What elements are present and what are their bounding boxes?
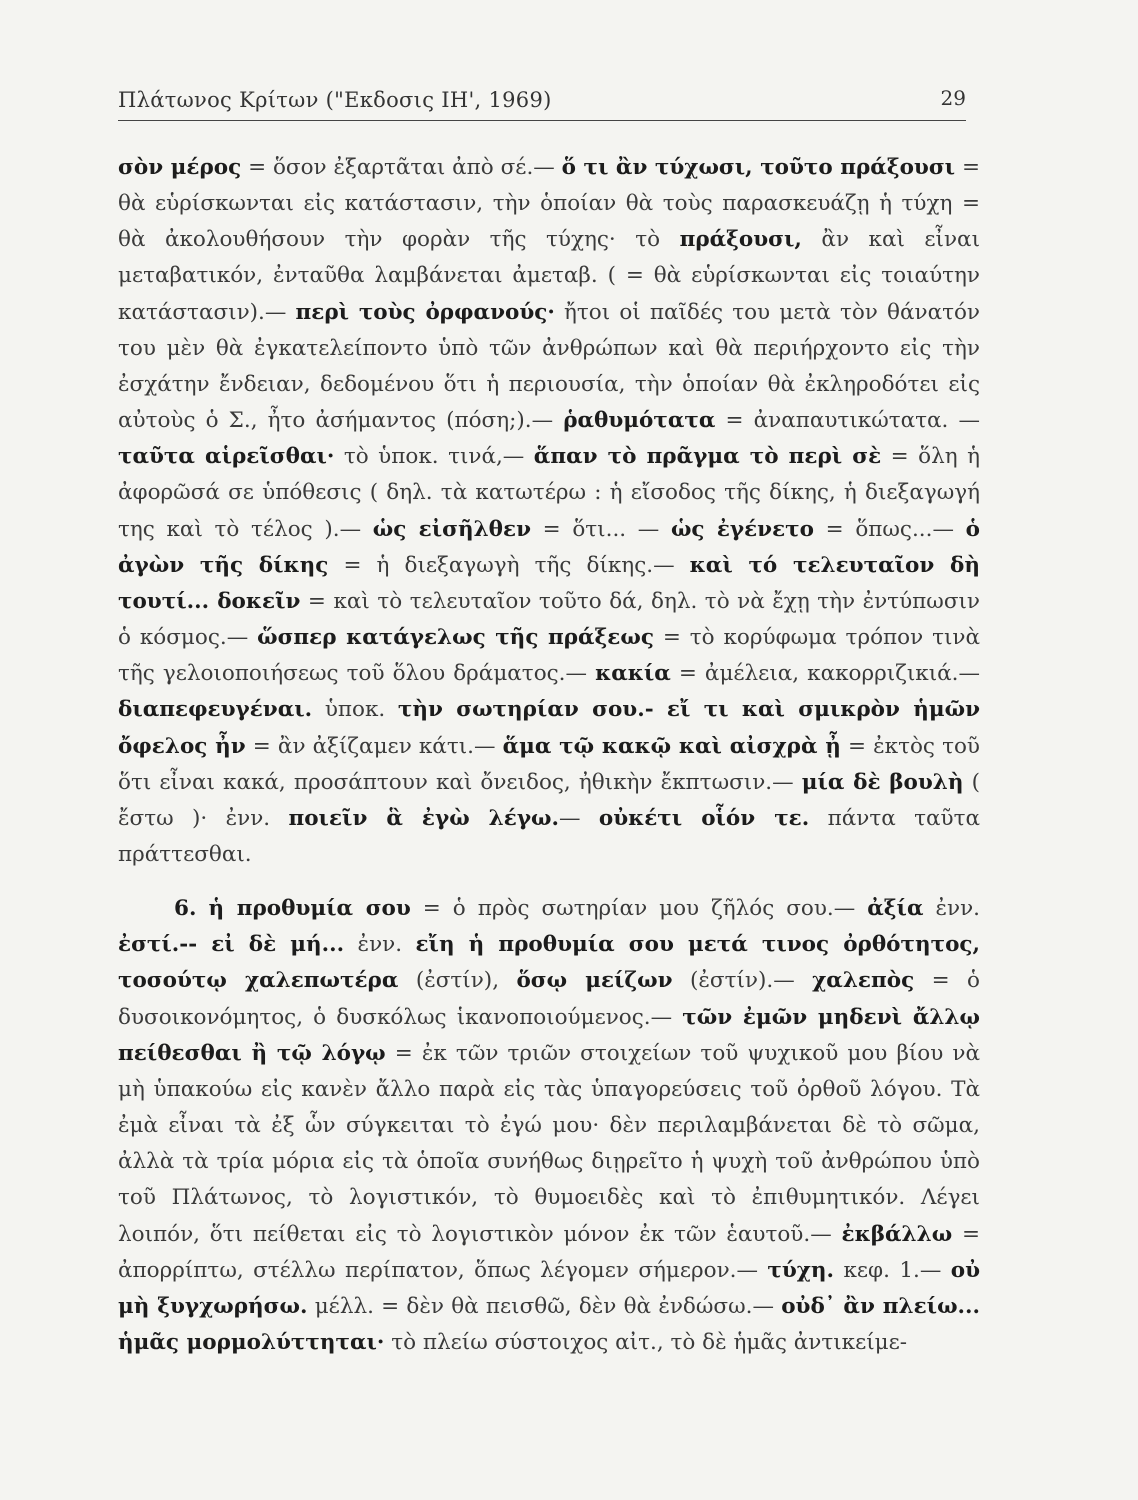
page-header — [118, 80, 966, 121]
lemma-bold: οὐ μὴ ξυγχωρήσω. — [118, 1257, 981, 1319]
lemma-bold: σὸν μέρος — [118, 155, 242, 180]
lemma-bold: ἅπαν τὸ πρᾶγμα τὸ περὶ σὲ — [533, 444, 882, 470]
gloss-text — [196, 896, 208, 921]
gloss-text: = ὁ δυσοικονόμητος, ὁ δυσκόλως ἱκανοποιούμενος.— — [118, 968, 980, 1030]
gloss-text: = ὅσον ἐξαρτᾶται ἀπὸ σέ.— — [241, 155, 562, 180]
lemma-bold: ποιεῖν ἃ ἐγὼ λέγω. — [288, 805, 559, 831]
gloss-text: κεφ. 1.— — [834, 1257, 951, 1283]
gloss-text: ἂν καὶ εἶναι μεταβατικόν, ἐνταῦθα λαμβάνεται ἀμεταβ. ( = θὰ εὑρίσκωνται εἰς τοιαύτην κατάστασιν).— — [118, 227, 980, 325]
running-head: Πλάτωνος Κρίτων ("Εκδοσις ΙΗ', 1969) — [118, 88, 552, 112]
lemma-bold: τὴν σωτηρίαν σου.- εἴ τι καὶ σμικρὸν ἡμῶν ὄφελος ἦν — [118, 697, 980, 759]
gloss-text: = ἐκ τῶν τριῶν στοιχείων τοῦ ψυχικοῦ μου βίου νὰ μὴ ὑπακούω εἰς κανὲν ἄλλο παρὰ εἰς τὰς ὑπαγορεύσεις τοῦ ὀρθοῦ λόγου. Τὰ ἐμὰ εἶναι τὰ ἐξ ὧν σύγκειται τὸ ἐγώ μου· δὲν περιλαμβάνεται δὲ τὸ σῶμα, ἀλλὰ τὰ τρία μόρια εἰς τὰ ὁποῖα συνήθως διῃρεῖτο ἡ ψυχὴ τοῦ ἀνθρώπου ὑπὸ τοῦ Πλάτωνος, τὸ λογιστικόν, τὸ θυμοειδὲς καὶ τὸ ἐπιθυμητικόν. Λέγει λοιπόν, ὅτι πείθεται εἰς τὸ λογιστικὸν μόνον ἐκ τῶν ἑαυτοῦ.— — [118, 1040, 980, 1247]
gloss-text: = ἀπορρίπτω, στέλλω περίπατον, ὅπως λέγομεν σήμερον.— — [118, 1221, 980, 1283]
gloss-text: (ἐστίν).— — [672, 968, 813, 994]
lemma-bold: ταῦτα αἱρεῖσθαι· — [118, 444, 335, 470]
gloss-text: ἐνν. — [923, 896, 981, 922]
gloss-text: τὸ ὑποκ. τινά,— — [334, 444, 534, 470]
lemma-bold: εἴη ἡ προθυμία σου μετά τινος ὀρθότητος, τοσούτῳ χαλεπωτέρα — [118, 932, 980, 994]
lemma-bold: ὥσπερ κατάγελως τῆς πράξεως — [257, 625, 654, 651]
lemma-bold: οὐκέτι οἷόν τε. — [598, 805, 810, 831]
lemma-bold: οὐδ᾽ ἂν πλείω... ἡμᾶς μορμολύττηται· — [118, 1293, 980, 1355]
lemma-bold: κακία — [595, 661, 671, 687]
lemma-bold: 6. — [174, 896, 197, 922]
gloss-text: = ὁ πρὸς σωτηρίαν μου ζῆλός σου.— — [410, 896, 868, 922]
gloss-text: = θὰ εὑρίσκωνται εἰς κατάστασιν, τὴν ὁποίαν θὰ τοὺς παρασκευάζῃ ἡ τύχη = θὰ ἀκολουθήσουν τὴν φορὰν τῆς τύχης· τὸ — [118, 155, 980, 253]
lemma-bold: ὅ τι ἂν τύχωσι, τοῦτο πράξουσι — [561, 155, 956, 180]
lemma-bold: πράξουσι, — [679, 227, 802, 253]
gloss-text: = ἂν ἀξίζαμεν κάτι.— — [245, 733, 503, 759]
gloss-text: μέλλ. = δὲν θὰ πεισθῶ, δὲν θὰ ἐνδώσω.— — [307, 1293, 782, 1319]
lemma-bold: ἡ προθυμία σου — [208, 896, 411, 922]
gloss-text: = καὶ τὸ τελευταῖον τοῦτο δά, δηλ. τὸ νὰ ἔχῃ τὴν ἐντύπωσιν ὁ κόσμος.— — [118, 588, 980, 651]
gloss-text: = ἡ διεξαγωγὴ τῆς δίκης.— — [328, 552, 690, 578]
gloss-text: ἤτοι οἱ παῖδές του μετὰ τὸν θάνατόν του μὲν θὰ ἐγκατελείποντο ὑπὸ τῶν ἀνθρώπων καὶ θὰ περιήρχοντο εἰς τὴν ἐσχάτην ἔνδειαν, δεδομένου ὅτι ἡ περιουσία, τὴν ὁποίαν θὰ ἐκληροδότει εἰς αὐτοὺς ὁ Σ., ἦτο ἀσήμαντος (πόση;).— — [118, 299, 980, 434]
commentary-paragraph-2 — [118, 891, 980, 1361]
gloss-text: (ἐστίν), — [398, 968, 517, 994]
gloss-text: = ὅλη ἡ ἀφορῶσά σε ὑπόθεσις ( δηλ. τὰ κατωτέρω : ἡ εἴσοδος τῆς δίκης, ἡ διεξαγωγή της καὶ τὸ τέλος ).— — [118, 444, 980, 542]
gloss-text: = ὅπως...— — [813, 516, 966, 542]
lemma-bold: ῥαθυμότατα — [563, 408, 716, 434]
gloss-text: ὑποκ. — [312, 697, 398, 723]
gloss-text: = ἀναπαυτικώτατα. — — [715, 408, 980, 434]
lemma-bold: χαλεπὸς — [812, 968, 915, 994]
gloss-text: = τὸ κορύφωμα τρόπον τινὰ τῆς γελοιοποιήσεως τοῦ ὅλου δράματος.— — [118, 625, 981, 687]
lemma-bold: ὡς εἰσῆλθεν — [372, 516, 531, 542]
commentary-text — [118, 150, 980, 1361]
lemma-bold: καὶ τό τελευταῖον δὴ τουτί... δοκεῖν — [118, 552, 980, 614]
gloss-text: — — [558, 805, 599, 831]
lemma-bold: τῶν ἐμῶν μηδενὶ ἄλλῳ πείθεσθαι ἢ τῷ λόγῳ — [118, 1004, 980, 1066]
gloss-text: πάντα ταῦτα πράττεσθαι. — [118, 805, 980, 867]
gloss-text: = ἀμέλεια, κακορριζικιά.— — [670, 661, 981, 687]
lemma-bold: τύχη. — [767, 1257, 835, 1283]
lemma-bold: ὁ ἀγὼν τῆς δίκης — [118, 516, 980, 578]
gloss-text: = ὅτι... — — [531, 516, 671, 542]
lemma-bold: ἀξία — [867, 896, 924, 922]
lemma-bold: ὡς ἐγένετο — [670, 516, 814, 542]
lemma-bold: ἐστί.-- εἰ δὲ μή... — [118, 932, 345, 958]
page-number: 29 — [940, 86, 966, 110]
lemma-bold: ὅσῳ μείζων — [516, 968, 673, 994]
gloss-text: ( ἔστω )· ἐνν. — [118, 769, 980, 831]
lemma-bold: περὶ τοὺς ὀρφανούς· — [295, 299, 555, 325]
commentary-paragraph-1 — [118, 150, 980, 873]
lemma-bold: διαπεφευγέναι. — [118, 697, 313, 723]
lemma-bold: μία δὲ βουλὴ — [801, 769, 964, 795]
gloss-text: ἐνν. — [344, 932, 416, 958]
gloss-text: = ἐκτὸς τοῦ ὅτι εἶναι κακά, προσάπτουν καὶ ὄνειδος, ἠθικὴν ἔκπτωσιν.— — [118, 733, 980, 795]
lemma-bold: ἅμα τῷ κακῷ καὶ αἰσχρὰ ᾖ — [502, 733, 841, 759]
gloss-text: τὸ πλείω σύστοιχος αἰτ., τὸ δὲ ἡμᾶς ἀντικείμε- — [384, 1330, 908, 1355]
lemma-bold: ἐκβάλλω — [841, 1221, 953, 1247]
